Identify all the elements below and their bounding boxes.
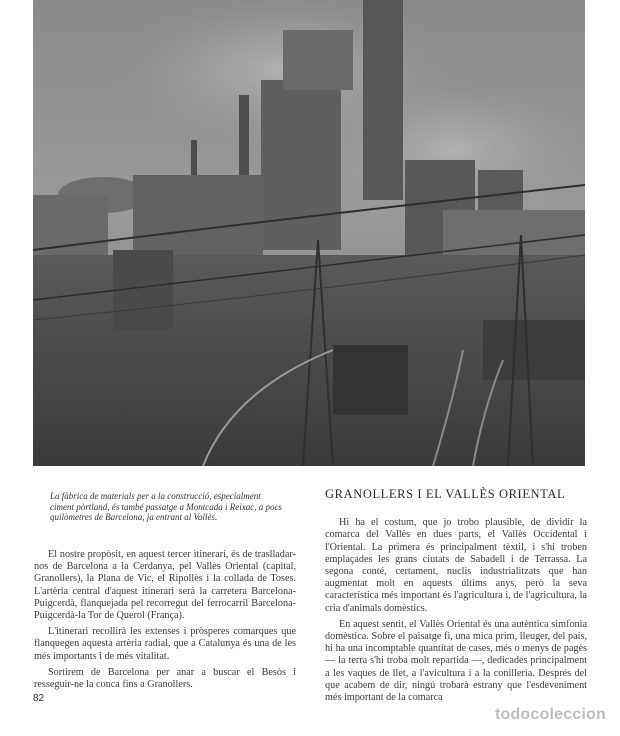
body-paragraph: Sortirem de Barcelona per anar a buscar el Besòs i resseguir-ne la conca fins a Granollers. — [34, 666, 296, 691]
photo-caption — [50, 491, 290, 523]
caption-line: quilòmetres de Barcelona, ja entrant al Vallès. — [50, 512, 218, 523]
body-paragraph: El nostre propòsit, en aquest tercer itinerari, és de traslladar-nos de Barcelona a la Cerdanya, pel Vallès Oriental (capital, Granollers), la Plana de Vic, el Ripollès i la collada de Toses. L'artèria central d'aquest itinerari serà la carretera Barcelona-Puigcerdà, flanquejada pel recorregut del ferrocarril Barcelona-Puigcerdà-la Tor de Querol (França). — [34, 549, 296, 622]
body-paragraph: L'itinerari recollirà les extenses i pròsperes comarques que flanquegen aquesta artèria radial, que a Catalunya és una de les més importants i de més vitalitat. — [34, 626, 296, 662]
caption-line: ciment pòrtland, és també passatge a Montcada i Reixac, a pocs — [50, 501, 282, 512]
caption-line: La fàbrica de materials per a la construcció, especialment — [50, 491, 261, 501]
section-title: GRANOLLERS I EL VALLÈS ORIENTAL — [325, 487, 566, 501]
left-text-column — [34, 549, 296, 691]
body-paragraph: Hi ha el costum, que jo trobo plausible, de dividir la comarca del Vallès en dues parts, el Vallès Occidental i l'Oriental. La primera és principalment tèxtil, i s'hi troben emplaçades les grans ciutats de Sabadell i de Terrassa. La segona conté, certament, nuclis industrialitzats que han augmentat molt en aquests últims anys, però la seva característica més important és l'agricultura i, de l'agricultura, la cria d'animals domèstics. — [325, 517, 587, 614]
right-text-column — [325, 488, 587, 704]
factory-photo-image — [33, 0, 585, 466]
factory-photo — [33, 0, 585, 466]
watermark: todocoleccion — [494, 706, 606, 723]
body-paragraph: En aquest sentit, el Vallès Oriental és una autèntica simfonia domèstica. Sobre el paisatge fi, una mica prim, lleuger, del país, hi ha una incomptable quantitat de cases, més o menys de pagès — la terra s'hi troba molt repartida —, dedicades principalment a les vaques de llet, a l'avicultura i a la conilleria. Després del que acabem de dir, ningú trobarà estrany que l'esdeveniment més important de la comarca — [325, 618, 587, 704]
page-number: 82 — [33, 693, 45, 704]
